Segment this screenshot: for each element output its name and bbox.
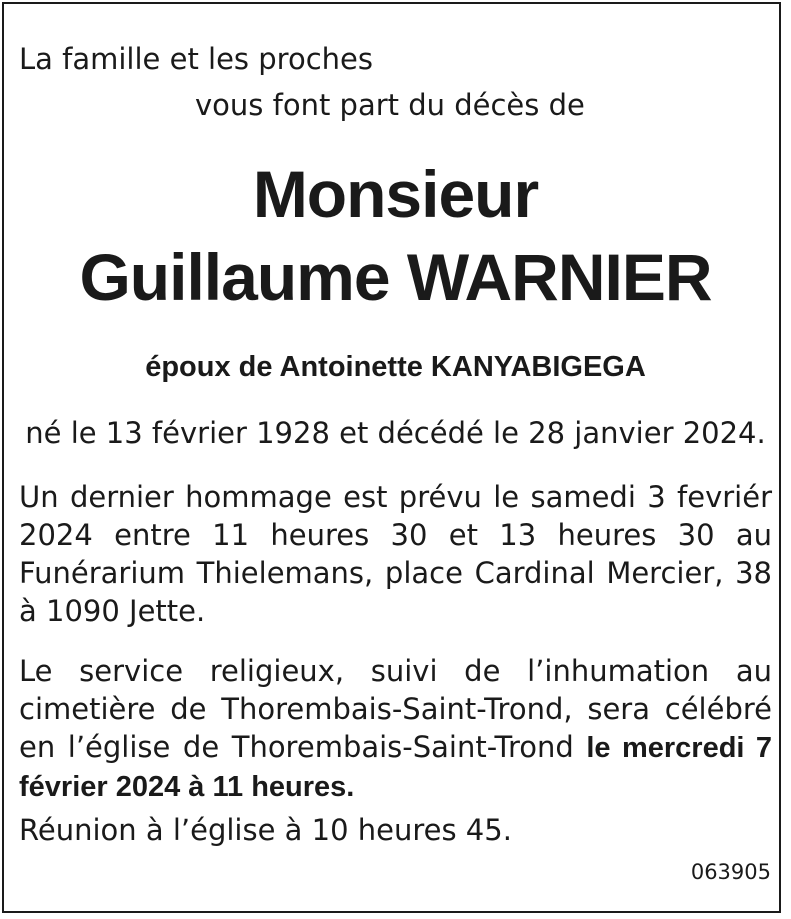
spouse-line: époux de Antoinette KANYABIGEGA xyxy=(145,351,646,383)
intro-line-family: La famille et les proches xyxy=(19,42,373,76)
service-paragraph xyxy=(19,652,772,806)
meeting-line: Réunion à l’église à 10 heures 45. xyxy=(19,813,512,847)
deceased-title: Monsieur xyxy=(252,157,539,231)
service-datetime: le mercredi 7 février 2024 à 11 heures. xyxy=(19,732,772,803)
reference-number: 063905 xyxy=(690,860,771,884)
birth-death-dates: né le 13 février 1928 et décédé le 28 janvier 2024. xyxy=(25,416,766,450)
service-text: Le service religieux, suivi de l’inhumation au cimetière de Thorembais-Saint-Trond, sera célébré en l’église de Thorembais-Saint-Trond xyxy=(19,654,772,764)
intro-line-announcement: vous font part du décès de xyxy=(195,88,585,122)
deceased-name: Guillaume WARNIER xyxy=(79,240,712,314)
tribute-paragraph: Un dernier hommage est prévu le samedi 3 fevriér 2024 entre 11 heures 30 et 13 heures 30 au Funérarium Thielemans, place Cardinal Mercier, 38 à 1090 Jette. xyxy=(19,480,772,628)
